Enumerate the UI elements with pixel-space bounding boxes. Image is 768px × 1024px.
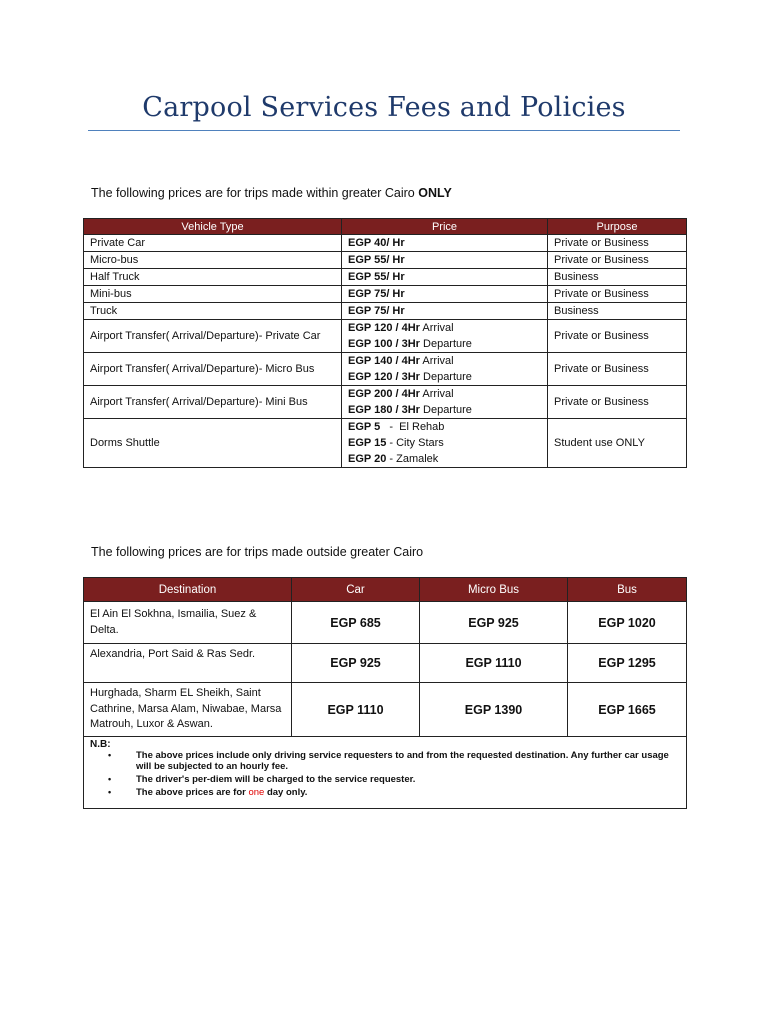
table-row — [84, 235, 687, 252]
price-note: Departure — [419, 338, 472, 350]
purpose-cell: Private or Business — [548, 252, 687, 269]
note-highlight: one — [248, 787, 265, 798]
table-row — [84, 320, 687, 353]
price-line — [348, 336, 541, 352]
vehicle-type-cell: Truck — [84, 303, 342, 320]
bus-price-cell: EGP 1295 — [568, 644, 687, 683]
table-row — [84, 269, 687, 286]
price-line — [348, 353, 541, 369]
price-note: - City Stars — [386, 437, 444, 449]
table-row — [84, 419, 687, 468]
note-item: • The above prices include only driving service requesters to and from the requested destination. Any further car usage will be subjected to an hourly fee. — [136, 750, 680, 772]
price-note: Departure — [419, 371, 472, 383]
destination-cell: Hurghada, Sharm EL Sheikh, Saint Cathrine, Marsa Alam, Niwabae, Marsa Matrouh, Luxor & Aswan. — [84, 683, 292, 737]
price-amount: EGP 120 / 3Hr — [348, 371, 420, 383]
header-price: Price — [342, 219, 548, 235]
vehicle-type-cell: Dorms Shuttle — [84, 419, 342, 468]
intro-within-emphasis: ONLY — [418, 186, 452, 200]
micro-bus-price-cell: EGP 925 — [420, 602, 568, 644]
price-line — [348, 402, 541, 418]
price-cell — [342, 419, 548, 468]
header-car: Car — [292, 578, 420, 602]
vehicle-type-cell: Mini-bus — [84, 286, 342, 303]
table-row — [84, 252, 687, 269]
price-note: - Zamalek — [386, 453, 439, 465]
note-item — [136, 787, 680, 798]
notes-title: N.B: — [90, 739, 111, 750]
price-cell — [342, 286, 548, 303]
note-text: The above prices are for — [136, 787, 249, 798]
vehicle-type-cell: Airport Transfer( Arrival/Departure)- Private Car — [84, 320, 342, 353]
table-row — [84, 286, 687, 303]
table-row — [84, 602, 687, 644]
price-amount: EGP 100 / 3Hr — [348, 338, 420, 350]
vehicle-type-cell: Private Car — [84, 235, 342, 252]
table-header-row — [84, 219, 687, 235]
table-row — [84, 353, 687, 386]
price-line — [348, 320, 541, 336]
purpose-cell: Private or Business — [548, 320, 687, 353]
car-price-cell: EGP 685 — [292, 602, 420, 644]
price-amount: EGP 75/ Hr — [348, 305, 405, 317]
purpose-cell: Private or Business — [548, 286, 687, 303]
price-amount: EGP 140 / 4Hr — [348, 355, 420, 367]
outside-cairo-prices-table — [83, 577, 687, 809]
header-destination: Destination — [84, 578, 292, 602]
price-note: Arrival — [419, 388, 454, 400]
price-amount: EGP 20 — [348, 453, 387, 465]
price-cell — [342, 320, 548, 353]
price-cell — [342, 252, 548, 269]
intro-within-text: The following prices are for trips made within greater Cairo — [91, 186, 419, 200]
bus-price-cell: EGP 1665 — [568, 683, 687, 737]
price-amount: EGP 15 — [348, 437, 387, 449]
title-underline — [88, 130, 680, 131]
price-amount: EGP 75/ Hr — [348, 288, 405, 300]
price-line — [348, 252, 541, 268]
micro-bus-price-cell: EGP 1390 — [420, 683, 568, 737]
price-amount: EGP 180 / 3Hr — [348, 404, 420, 416]
intro-within-cairo — [91, 186, 452, 200]
price-line — [348, 269, 541, 285]
vehicle-type-cell: Airport Transfer( Arrival/Departure)- Micro Bus — [84, 353, 342, 386]
header-purpose: Purpose — [548, 219, 687, 235]
price-cell — [342, 269, 548, 286]
purpose-cell: Private or Business — [548, 386, 687, 419]
car-price-cell: EGP 1110 — [292, 683, 420, 737]
price-amount: EGP 120 / 4Hr — [348, 322, 420, 334]
vehicle-type-cell: Airport Transfer( Arrival/Departure)- Mini Bus — [84, 386, 342, 419]
micro-bus-price-cell: EGP 1110 — [420, 644, 568, 683]
vehicle-type-cell: Micro-bus — [84, 252, 342, 269]
purpose-cell: Private or Business — [548, 235, 687, 252]
destination-cell: El Ain El Sokhna, Ismailia, Suez & Delta. — [84, 602, 292, 644]
table-header-row — [84, 578, 687, 602]
header-micro-bus: Micro Bus — [420, 578, 568, 602]
purpose-cell: Private or Business — [548, 353, 687, 386]
price-line — [348, 303, 541, 319]
price-cell — [342, 386, 548, 419]
price-line — [348, 419, 541, 435]
intro-outside-cairo: The following prices are for trips made outside greater Cairo — [91, 545, 424, 559]
table-row — [84, 386, 687, 419]
price-cell — [342, 235, 548, 252]
table-row — [84, 644, 687, 683]
price-line — [348, 386, 541, 402]
note-item: • The driver's per-diem will be charged to the service requester. — [136, 774, 680, 785]
vehicle-type-cell: Half Truck — [84, 269, 342, 286]
bus-price-cell: EGP 1020 — [568, 602, 687, 644]
page-title: Carpool Services Fees and Policies — [142, 92, 626, 123]
price-note: Departure — [419, 404, 472, 416]
purpose-cell: Business — [548, 269, 687, 286]
table-row — [84, 303, 687, 320]
notes-list — [90, 750, 680, 798]
purpose-cell: Student use ONLY — [548, 419, 687, 468]
purpose-cell: Business — [548, 303, 687, 320]
price-line — [348, 435, 541, 451]
note-text: day only. — [264, 787, 308, 798]
price-amount: EGP 200 / 4Hr — [348, 388, 420, 400]
price-note: Arrival — [419, 355, 454, 367]
car-price-cell: EGP 925 — [292, 644, 420, 683]
destination-cell: Alexandria, Port Said & Ras Sedr. — [84, 644, 292, 683]
price-amount: EGP 40/ Hr — [348, 237, 405, 249]
price-amount: EGP 55/ Hr — [348, 271, 405, 283]
notes-row — [84, 737, 687, 809]
price-amount: EGP 5 — [348, 421, 381, 433]
price-note: - El Rehab — [380, 421, 445, 433]
price-amount: EGP 55/ Hr — [348, 254, 405, 266]
price-line — [348, 286, 541, 302]
price-line — [348, 235, 541, 251]
price-cell — [342, 303, 548, 320]
table-row — [84, 683, 687, 737]
price-line — [348, 369, 541, 385]
price-note: Arrival — [419, 322, 454, 334]
header-bus: Bus — [568, 578, 687, 602]
notes-cell — [84, 737, 687, 809]
price-cell — [342, 353, 548, 386]
header-vehicle-type: Vehicle Type — [84, 219, 342, 235]
price-line — [348, 451, 541, 467]
within-cairo-prices-table — [83, 218, 687, 468]
